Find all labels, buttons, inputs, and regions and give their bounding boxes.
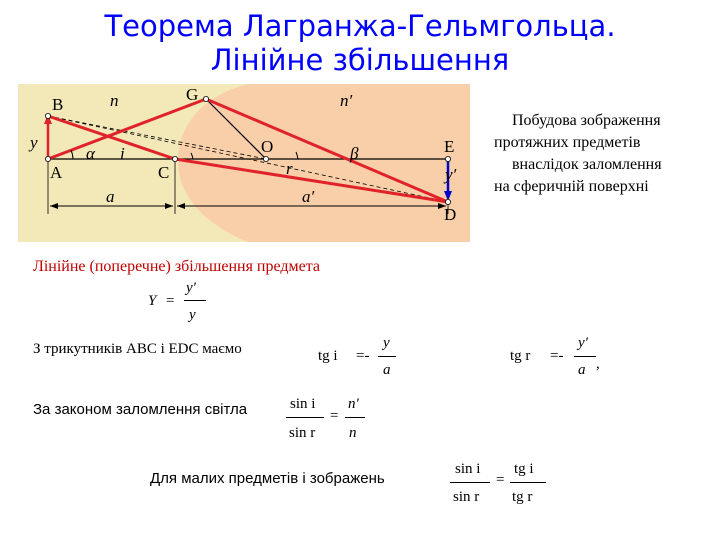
formula-y-num: y′ xyxy=(186,280,196,296)
page-title-line-2: Лінійне збільшення xyxy=(210,43,510,77)
small-eq: = xyxy=(496,472,505,488)
refraction-text: За законом заломлення світла xyxy=(33,401,248,418)
refraction-den-right: n xyxy=(349,425,357,441)
label-O: O xyxy=(261,137,274,156)
tg-i-den: a xyxy=(383,362,391,378)
formula-y-lhs: Y xyxy=(148,293,157,309)
page-title-line-1: Теорема Лагранжа-Гельмгольца. xyxy=(104,9,616,43)
label-n-prime: n′ xyxy=(340,91,353,110)
tg-r-tail: , xyxy=(596,356,600,372)
refraction-bar-right xyxy=(345,417,365,418)
caption-line-2: протяжних предметів xyxy=(494,134,641,151)
label-A: A xyxy=(50,163,63,182)
section-heading: Лінійне (поперечне) збільшення предмета xyxy=(33,258,321,275)
tg-r-lhs: tg r xyxy=(510,348,531,364)
small-objects-text: Для малих предметів і зображень xyxy=(150,470,385,487)
point-G xyxy=(203,96,208,101)
tg-i-lhs: tg i xyxy=(318,348,338,364)
point-D xyxy=(445,199,450,204)
point-A xyxy=(45,156,50,161)
point-O xyxy=(263,156,268,161)
tg-i-eq: =- xyxy=(356,348,370,364)
triangles-text: З трикутників ABC і EDC маємо xyxy=(33,341,242,357)
small-den-right: tg r xyxy=(512,489,533,505)
point-C xyxy=(172,156,177,161)
label-E: E xyxy=(444,137,455,156)
refraction-num-left: sin i xyxy=(290,396,316,412)
small-num-left: sin i xyxy=(455,461,481,477)
small-bar-right xyxy=(510,482,546,483)
formula-y-bar xyxy=(184,300,206,301)
label-alpha: α xyxy=(86,144,95,163)
label-y: y xyxy=(30,133,38,152)
label-C: C xyxy=(158,163,170,182)
tg-r-eq: =- xyxy=(550,348,564,364)
small-bar-left xyxy=(450,482,490,483)
label-a: a xyxy=(106,187,115,206)
refraction-num-right: n′ xyxy=(348,396,359,412)
small-num-right: tg i xyxy=(514,461,534,477)
label-G: G xyxy=(186,85,199,104)
label-beta: β xyxy=(350,144,359,163)
label-n: n xyxy=(110,91,119,110)
small-den-left: sin r xyxy=(453,489,480,505)
refraction-diagram xyxy=(18,84,470,242)
tg-i-bar xyxy=(378,356,396,357)
label-a-prime: a′ xyxy=(302,187,315,206)
tg-i-num: y xyxy=(383,335,390,351)
point-B xyxy=(45,113,50,118)
label-i: i xyxy=(120,144,125,163)
tg-r-num: y′ xyxy=(578,335,588,351)
label-B: B xyxy=(52,95,64,114)
refraction-den-left: sin r xyxy=(289,425,316,441)
refraction-eq: = xyxy=(330,408,339,424)
refraction-bar-left xyxy=(286,417,324,418)
formula-y-den: y xyxy=(189,307,196,323)
formula-y-eq: = xyxy=(166,293,175,309)
point-E xyxy=(445,156,450,161)
label-y-prime: y′ xyxy=(445,165,457,184)
caption-line-4: на сферичній поверхні xyxy=(494,178,649,195)
refracting-medium xyxy=(178,84,470,242)
caption-line-1: Побудова зображення xyxy=(512,112,661,129)
tg-r-den: a xyxy=(578,362,586,378)
label-D: D xyxy=(444,205,457,224)
tg-r-bar xyxy=(574,356,596,357)
label-r: r xyxy=(286,159,293,178)
caption-line-3: внаслідок заломлення xyxy=(512,156,662,173)
